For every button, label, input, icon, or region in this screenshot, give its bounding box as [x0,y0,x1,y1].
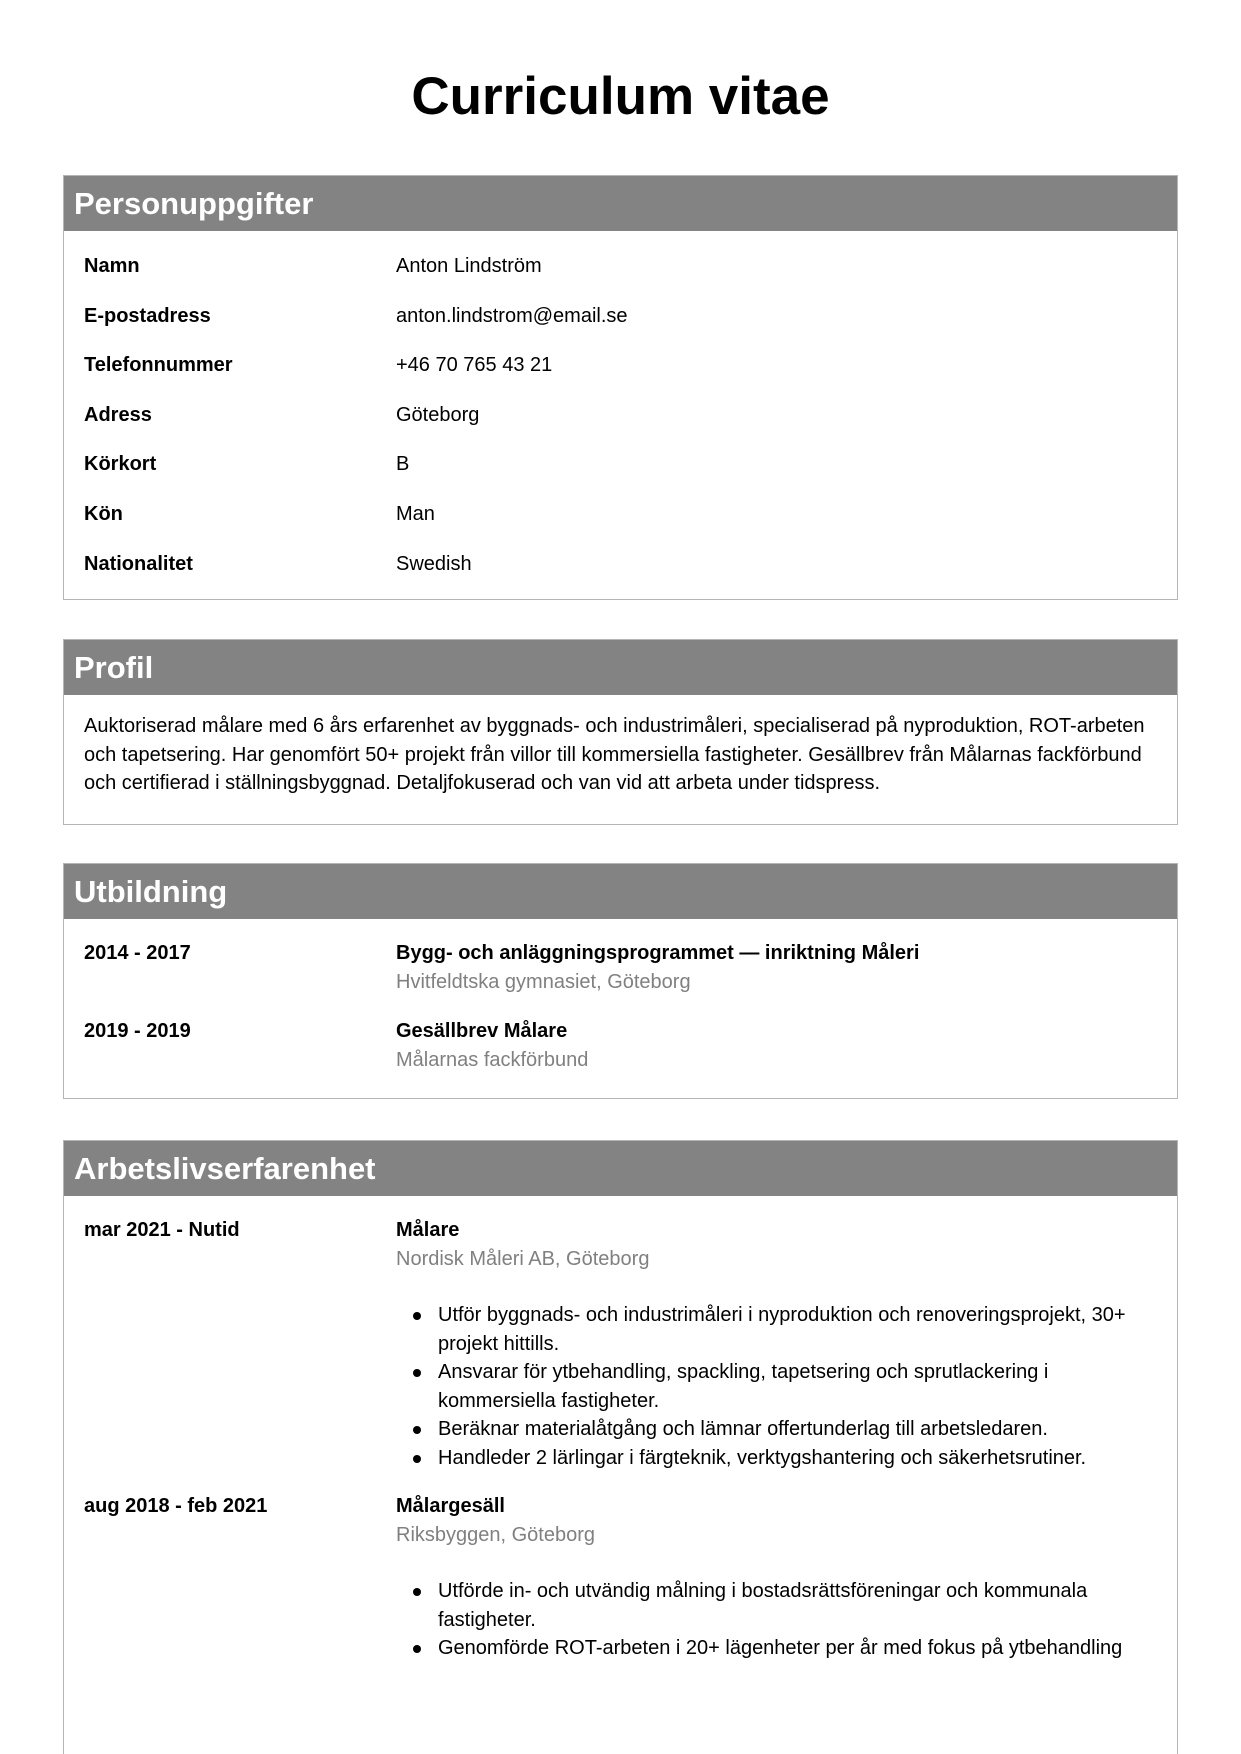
bullet-text: Utför byggnads- och industrimåleri i nyproduktion och renoveringsprojekt, 30+ projekt hittills. [438,1304,1126,1355]
personal-row-name [84,251,1157,301]
personal-info-section [63,175,1178,600]
bullet-icon [413,1645,421,1653]
entry-details [396,1216,1155,1472]
personal-row-address [84,400,1157,450]
entry-details [396,1492,1155,1663]
bullet-icon [413,1588,421,1596]
field-value: Anton Lindström [396,255,542,277]
list-item [396,1358,1155,1415]
list-item [396,1634,1155,1663]
list-item [396,1301,1155,1358]
list-item [396,1415,1155,1444]
field-value: Swedish [396,552,472,575]
field-value: Man [396,502,435,525]
work-list [64,1196,1177,1663]
bullet-text: Beräknar materialåtgång och lämnar offertunderlag till arbetsledaren. [438,1418,1048,1440]
section-heading: Personuppgifter [64,176,1177,231]
entry-bullet-list [396,1577,1155,1663]
entry-details [396,939,1157,996]
bullet-text: Ansvarar för ytbehandling, spackling, tapetsering och sprutlackering i kommersiella fastigheter. [438,1361,1049,1412]
entry-place: Hvitfeldtska gymnasiet, Göteborg [396,970,691,993]
entry-period: 2014 - 2017 [84,942,191,964]
profile-text: Auktoriserad målare med 6 års erfarenhet av byggnads- och industrimåleri, specialiserad på nyproduktion, ROT-arbeten och tapetsering. Har genomfört 50+ projekt från villor till kommersiella fastigheter. Gesällbrev från Målarnas fackförbund och certifierad i ställningsbyggnad. Detaljfokuserad och van vid att arbeta under tidspress. [84,715,1145,794]
bullet-icon [413,1369,421,1377]
education-entry [84,939,1157,996]
personal-info-table [64,231,1177,598]
education-section [63,863,1178,1099]
personal-row-phone [84,350,1157,400]
field-value: anton.lindstrom@email.se [396,304,628,327]
entry-period: 2019 - 2019 [84,1020,191,1042]
entry-details [396,1017,1157,1074]
entry-place: Målarnas fackförbund [396,1048,589,1071]
entry-period: mar 2021 - Nutid [84,1219,240,1241]
field-value: +46 70 765 43 21 [396,354,553,377]
entry-title: Målare [396,1219,460,1241]
personal-row-nationality [84,549,1157,599]
personal-row-gender [84,499,1157,549]
field-label: E-postadress [84,304,211,327]
bullet-icon [413,1312,421,1320]
field-value: Göteborg [396,403,480,426]
entry-title: Målargesäll [396,1495,505,1517]
entry-place: Nordisk Måleri AB, Göteborg [396,1247,650,1270]
list-item [396,1444,1155,1473]
bullet-icon [413,1426,421,1434]
work-experience-section [63,1140,1178,1754]
section-heading: Profil [64,640,1177,695]
entry-bullet-list [396,1301,1155,1472]
field-label: Namn [84,255,140,277]
education-list [64,919,1177,1074]
personal-row-email [84,301,1157,351]
field-value: B [396,453,410,476]
bullet-text: Genomförde ROT-arbeten i 20+ lägenheter per år med fokus på ytbehandling [438,1637,1123,1659]
field-label: Körkort [84,453,157,476]
profile-section [63,639,1178,825]
entry-title: Gesällbrev Målare [396,1020,568,1042]
work-entry [84,1216,1155,1472]
education-entry [84,1017,1157,1074]
personal-row-license [84,449,1157,499]
entry-title: Bygg- och anläggningsprogrammet — inriktning Måleri [396,942,920,964]
bullet-icon [413,1455,421,1463]
field-label: Telefonnummer [84,354,233,377]
bullet-text: Utförde in- och utvändig målning i bostadsrättsföreningar och kommunala fastigheter. [438,1580,1088,1631]
entry-period: aug 2018 - feb 2021 [84,1495,268,1517]
section-heading: Utbildning [64,864,1177,919]
document-title: Curriculum vitae [411,67,830,126]
field-label: Kön [84,502,123,525]
work-entry [84,1492,1155,1663]
section-heading: Arbetslivserfarenhet [64,1141,1177,1196]
field-label: Nationalitet [84,552,193,575]
entry-place: Riksbyggen, Göteborg [396,1523,596,1546]
field-label: Adress [84,403,152,426]
bullet-text: Handleder 2 lärlingar i färgteknik, verktygshantering och säkerhetsrutiner. [438,1446,1087,1469]
list-item [396,1577,1155,1634]
